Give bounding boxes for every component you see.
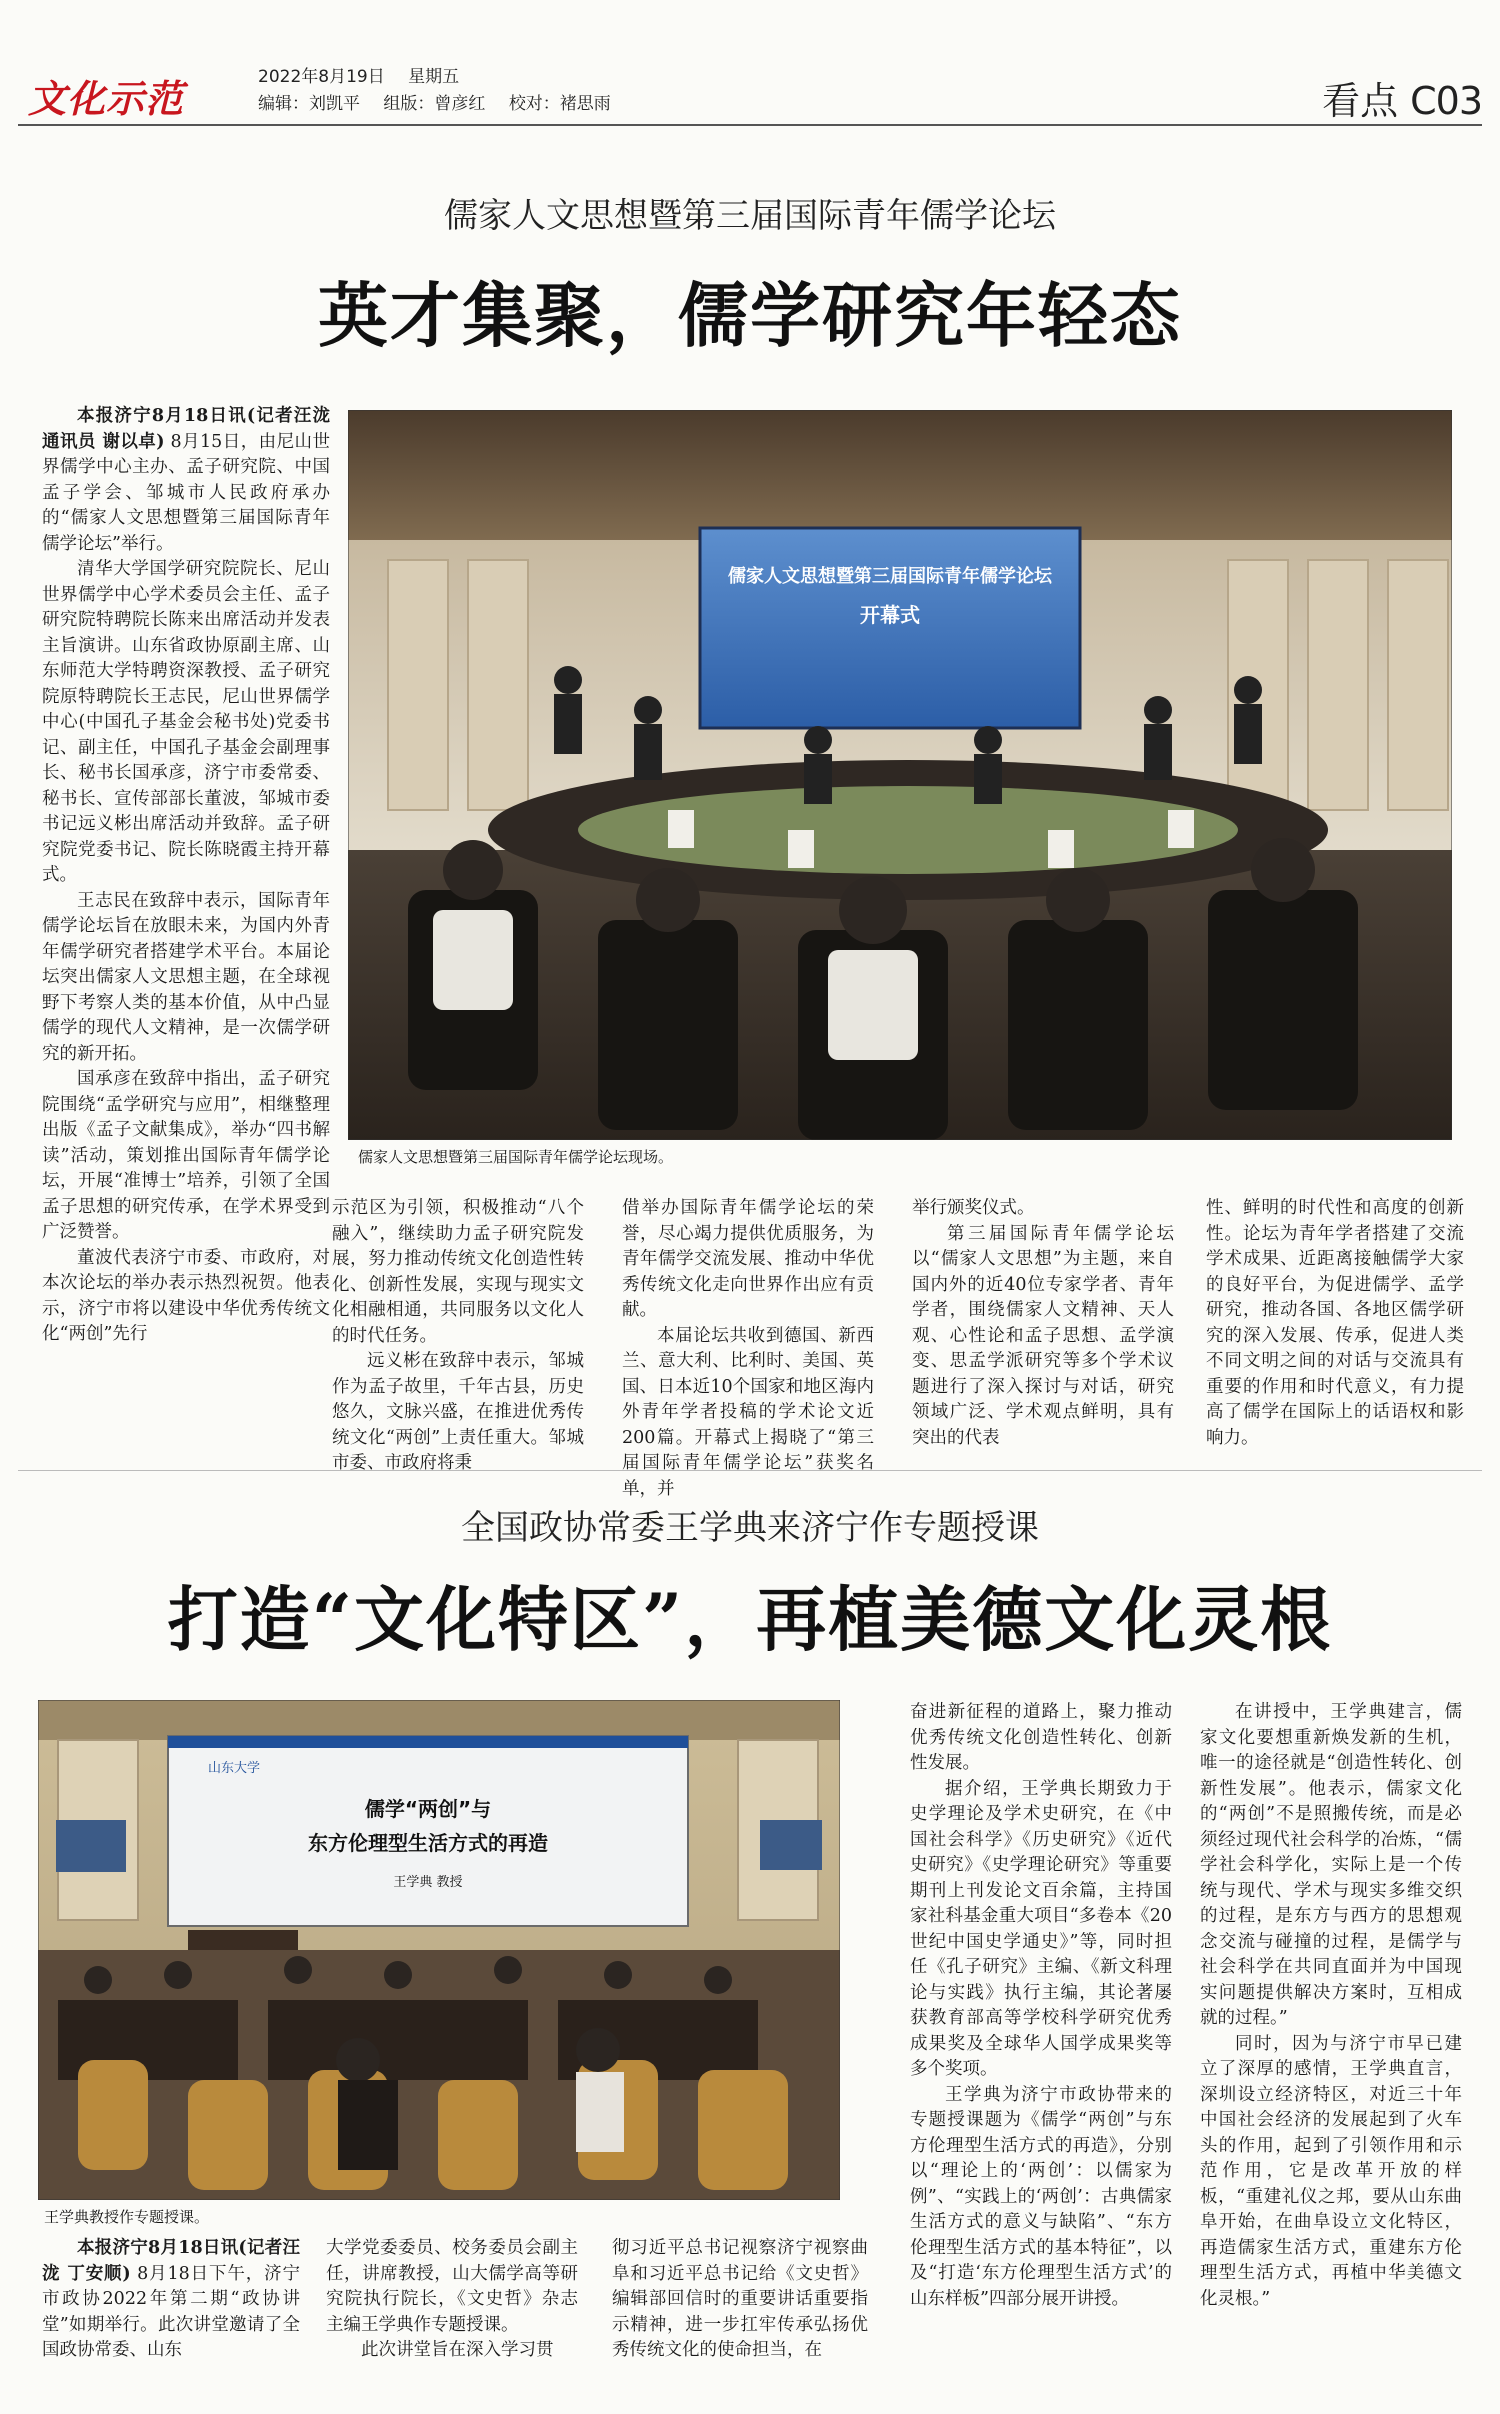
story1-headline: 英才集聚，儒学研究年轻态 (318, 274, 1182, 357)
story2-col5-p1: 在讲授中，王学典建言，儒家文化要想重新焕发新的生机，唯一的途径就是“创造性转化、创新性发展”。他表示，儒家文化的“两创”不是照搬传统，而是必须经过现代社会科学的冶炼，“儒学社会科学化，实际上是一个传统与现代、学术与现实多维交织的过程，是东方与西方的思想观念交流与碰撞的过程，是儒学与社会科学在共同直面并为中国现实问题提供解决方案时，互相成就的过程。” (1200, 1702, 1462, 2028)
story1-col2-p1: 示范区为引领，积极推动“八个融入”，继续助力孟子研究院发展，努力推动传统文化创造性转化、创新性发展，实现与现实文化相融相通，共同服务以文化人的时代任务。 (332, 1198, 584, 1346)
story2-col4-p2: 据介绍，王学典长期致力于史学理论及学术史研究，在《中国社会科学》《历史研究》《近代史研究》《史学理论研究》等重要期刊上刊发论文百余篇，主持国家社科基金重大项目“多卷本《20世纪中国史学通史》”等，同时担任《孔子研究》主编、《新文科理论与实践》执行主编，其论著屡获教育部高等学校科学研究优秀成果奖及全球华人国学成果奖等多个奖项。 (910, 1778, 1172, 2079)
story1-col1-p5: 董波代表济宁市委、市政府，对本次论坛的举办表示热烈祝贺。他表示，济宁市将以建设中华优秀传统文化“两创”先行 (42, 1247, 330, 1344)
screen-subtitle-text: 开幕式 (860, 603, 920, 627)
story2-col3-p1: 彻习近平总书记视察济宁视察曲阜和习近平总书记给《文史哲》编辑部回信时的重要讲话重要指示精神，进一步扛牢传承弘扬优秀传统文化的使命担当，在 (612, 2238, 868, 2360)
story1-column-2 (332, 1196, 584, 1477)
newspaper-section-logo: 文化示范 (28, 77, 185, 121)
story2-dateline: 本报济宁8月18日讯(记者汪泷 丁安顺) (42, 2238, 300, 2284)
story1-col3-p1: 借举办国际青年儒学论坛的荣誉，尽心竭力提供优质服务，为青年儒学交流发展、推动中华优秀传统文化走向世界作出应有贡献。 (622, 1198, 874, 1320)
story2-headline: 打造“文化特区”，再植美德文化灵根 (167, 1578, 1333, 1661)
story1-column-1 (42, 404, 330, 1348)
story1-col2-p2: 远义彬在致辞中表示，邹城作为孟子故里，千年古县，历史悠久，文脉兴盛，在推进优秀传统文化“两创”上责任重大。邹城市委、市政府将秉 (332, 1351, 584, 1473)
story2-kicker: 全国政协常委王学典来济宁作专题授课 (461, 1508, 1039, 1548)
forum-photo-caption: 儒家人文思想暨第三届国际青年儒学论坛现场。 (358, 1148, 674, 1166)
story1-column-4 (912, 1196, 1174, 1451)
story2-col5-p2: 同时，因为与济宁市早已建立了深厚的感情，王学典直言，深圳设立经济特区，对近三十年中国社会经济的发展起到了火车头的作用，起到了引领作用和示范作用，它是改革开放的样板，“重建礼仪之邦，要从山东曲阜开始，在曲阜设立文化特区，再造儒家生活方式，重建东方伦理型生活方式，再植中华美德文化灵根。” (1200, 2033, 1462, 2309)
story1-col4-p2: 第三届国际青年儒学论坛以“儒家人文思想”为主题，来自国内外的近40位专家学者、青年学者，围绕儒家人文精神、天人观、心性论和孟子思想、孟学演变、思孟学派研究等多个学术议题进行了深入探讨与对话，研究领域广泛、学术观点鲜明，具有突出的代表 (912, 1223, 1174, 1448)
story2-col2-p2: 此次讲堂旨在深入学习贯 (361, 2340, 554, 2360)
screen-logo-text: 山东大学 (208, 1761, 261, 1776)
masthead-rule (18, 124, 1482, 126)
screen-title-line1: 儒学“两创”与 (364, 1797, 492, 1821)
story2-col4-p1: 奋进新征程的道路上，聚力推动优秀传统文化创造性转化、创新性发展。 (910, 1702, 1172, 1773)
issue-weekday: 星期五 (408, 67, 460, 87)
story2-column-1 (42, 2236, 300, 2364)
editor-credit: 编辑：刘凯平 (258, 94, 360, 114)
proof-credit: 校对：褚思雨 (508, 94, 611, 114)
page-number: C03 (1410, 79, 1482, 123)
story2-column-2 (326, 2236, 578, 2364)
story1-col1-p4: 国承彦在致辞中指出，孟子研究院围绕“孟学研究与应用”，相继整理出版《孟子文献集成》，举办“四书解读”活动，策划推出国际青年儒学论坛，开展“准博士”培养，引领了全国孟子思想的研究传承，在学术界受到广泛赞誉。 (42, 1069, 330, 1242)
story1-dateline: 本报济宁8月18日讯(记者汪泷 通讯员 谢以卓) (42, 406, 330, 452)
story2-col2-p1: 大学党委委员、校务委员会副主任，讲席教授，山大儒学高等研究院执行院长，《文史哲》杂志主编王学典作专题授课。 (326, 2238, 578, 2335)
story2-col4-p3: 王学典为济宁市政协带来的专题授课题为《儒学“两创”与东方伦理型生活方式的再造》，分别以“理论上的‘两创’：以儒家为例”、“实践上的‘两创’：古典儒家生活方式的意义与缺陷”、“东方伦理型生活方式的基本特征”，以及“打造‘东方伦理型生活方式’的山东样板”四部分展开讲授。 (910, 2084, 1172, 2309)
forum-photo-illustration (348, 410, 1452, 1140)
masthead-meta (258, 64, 629, 118)
story2-column-5 (1200, 1700, 1462, 2312)
screen-author-text: 王学典 教授 (393, 1875, 463, 1890)
layout-credit: 组版：曾彦红 (383, 94, 486, 114)
lecture-photo (38, 1700, 840, 2200)
section-name: 看点 (1322, 79, 1399, 123)
story-divider (18, 1470, 1482, 1471)
story2-column-3 (612, 2236, 868, 2364)
story1-col1-p1: 8月15日，由尼山世界儒学中心主办、孟子研究院、中国孟子学会、邹城市人民政府承办的“儒家人文思想暨第三届国际青年儒学论坛”举行。 (42, 431, 330, 554)
story1-col4-p1: 举行颁奖仪式。 (912, 1198, 1035, 1218)
story1-col3-p2: 本届论坛共收到德国、新西兰、意大利、比利时、美国、英国、日本近10个国家和地区海内外青年学者投稿的学术论文近200篇。开幕式上揭晓了“第三届国际青年儒学论坛”获奖名单，并 (622, 1325, 874, 1499)
story1-col5-p1: 性、鲜明的时代性和高度的创新性。论坛为青年学者搭建了交流学术成果、近距离接触儒学大家的良好平台，为促进儒学、孟学研究，推动各国、各地区儒学研究的深入发展、传承，促进人类不同文明之间的对话与交流具有重要的作用和时代意义，有力提高了儒学在国际上的话语权和影响力。 (1206, 1198, 1464, 1448)
story2-col1-p1: 8月18日下午，济宁市政协2022年第二期“政协讲堂”如期举行。此次讲堂邀请了全国政协常委、山东 (42, 2263, 300, 2360)
story1-col1-p2: 清华大学国学研究院院长、尼山世界儒学中心学术委员会主任、孟子研究院特聘院长陈来出席活动并发表主旨演讲。山东省政协原副主席、山东师范大学特聘资深教授、孟子研究院原特聘院长王志民，尼山世界儒学中心(中国孔子基金会秘书处)党委书记、副主任，中国孔子基金会副理事长、秘书长国承彦，济宁市委常委、秘书长、宣传部部长董波，邹城市委书记远义彬出席活动并致辞。孟子研究院党委书记、院长陈晓霞主持开幕式。 (42, 559, 330, 885)
page-section-label (1322, 70, 1482, 125)
screen-title-text: 儒家人文思想暨第三届国际青年儒学论坛 (728, 566, 1052, 587)
screen-title-line2: 东方伦理型生活方式的再造 (308, 1831, 548, 1855)
lecture-photo-caption: 王学典教授作专题授课。 (44, 2208, 210, 2226)
issue-date: 2022年8月19日 (258, 67, 385, 87)
story2-column-4 (910, 1700, 1172, 2312)
masthead (18, 58, 1482, 154)
story1-column-3 (622, 1196, 874, 1502)
story1-kicker: 儒家人文思想暨第三届国际青年儒学论坛 (444, 196, 1056, 236)
lecture-photo-illustration (38, 1700, 840, 2200)
forum-photo (348, 410, 1452, 1140)
story1-column-5 (1206, 1196, 1464, 1451)
story1-col1-p3: 王志民在致辞中表示，国际青年儒学论坛旨在放眼未来，为国内外青年儒学研究者搭建学术平台。本届论坛突出儒家人文思想主题，在全球视野下考察人类的基本价值，从中凸显儒学的现代人文精神，是一次儒学研究的新开拓。 (42, 890, 330, 1064)
